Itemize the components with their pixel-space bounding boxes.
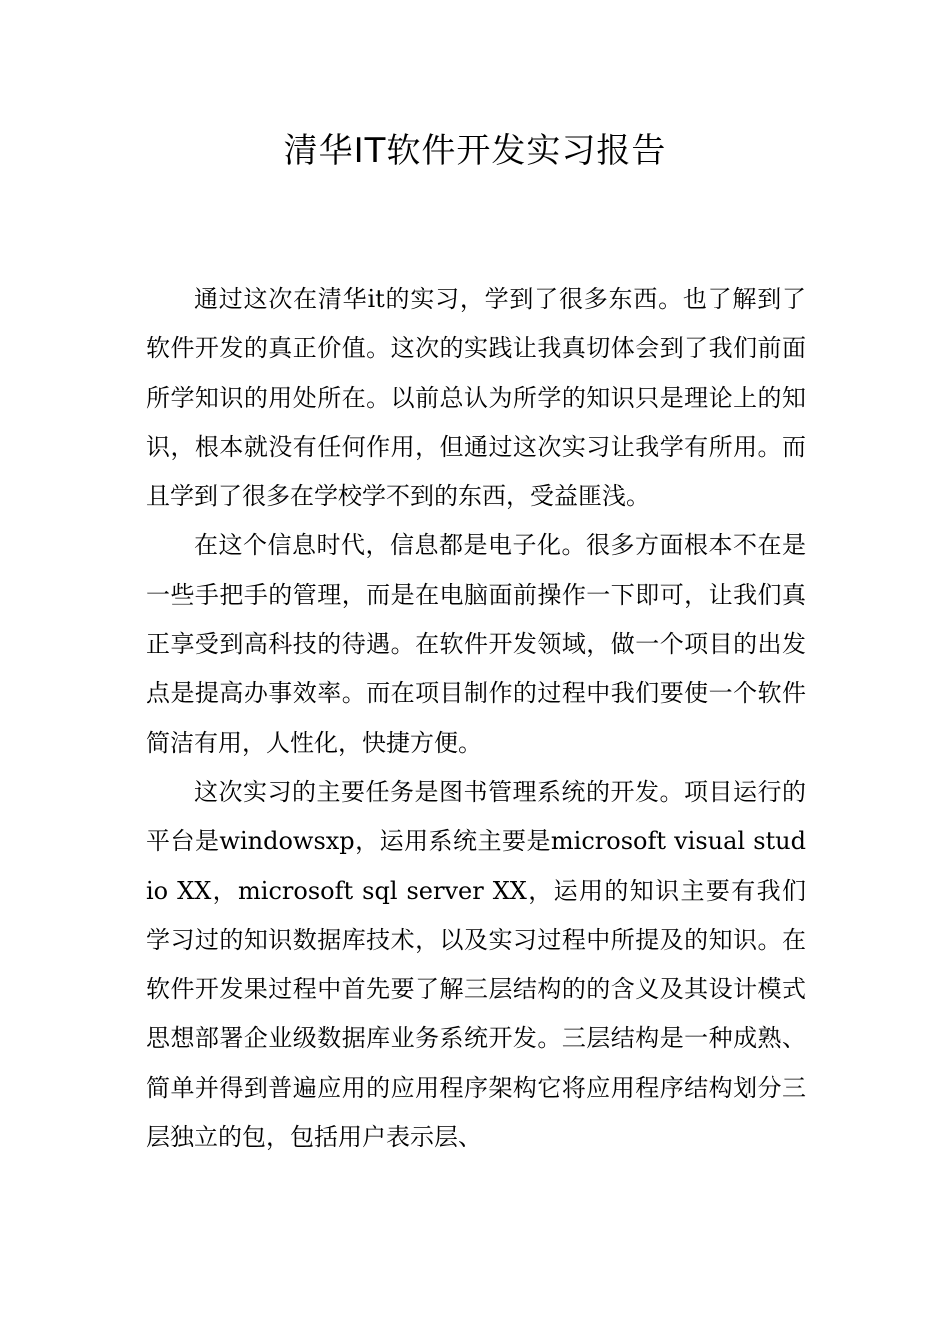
document-body xyxy=(146,275,806,1162)
document-title: 清华IT软件开发实习报告 xyxy=(283,131,667,171)
paragraph-3: 这次实习的主要任务是图书管理系统的开发。项目运行的平台是windowsxp，运用系统主要是microsoft visual studio XX，microsoft sql server XX，运用的知识主要有我们学习过的知识数据库技术，以及实习过程中所提及的知识。在软件开发果过程中首先要了解三层结构的的含义及其设计模式思想部署企业级数据库业务系统开发。三层结构是一种成熟、简单并得到普遍应用的应用程序架构它将应用程序结构划分三层独立的包，包括用户表示层、 xyxy=(146,777,806,1152)
paragraph-2: 在这个信息时代，信息都是电子化。很多方面根本不在是一些手把手的管理，而是在电脑面前操作一下即可，让我们真正享受到高科技的待遇。在软件开发领域，做一个项目的出发点是提高办事效率。而在项目制作的过程中我们要使一个软件简洁有用，人性化，快捷方便。 xyxy=(146,531,806,757)
paragraph-1: 通过这次在清华it的实习，学到了很多东西。也了解到了软件开发的真正价值。这次的实践让我真切体会到了我们前面所学知识的用处所在。以前总认为所学的知识只是理论上的知识，根本就没有任何作用，但通过这次实习让我学有所用。而且学到了很多在学校学不到的东西，受益匪浅。 xyxy=(146,285,806,511)
